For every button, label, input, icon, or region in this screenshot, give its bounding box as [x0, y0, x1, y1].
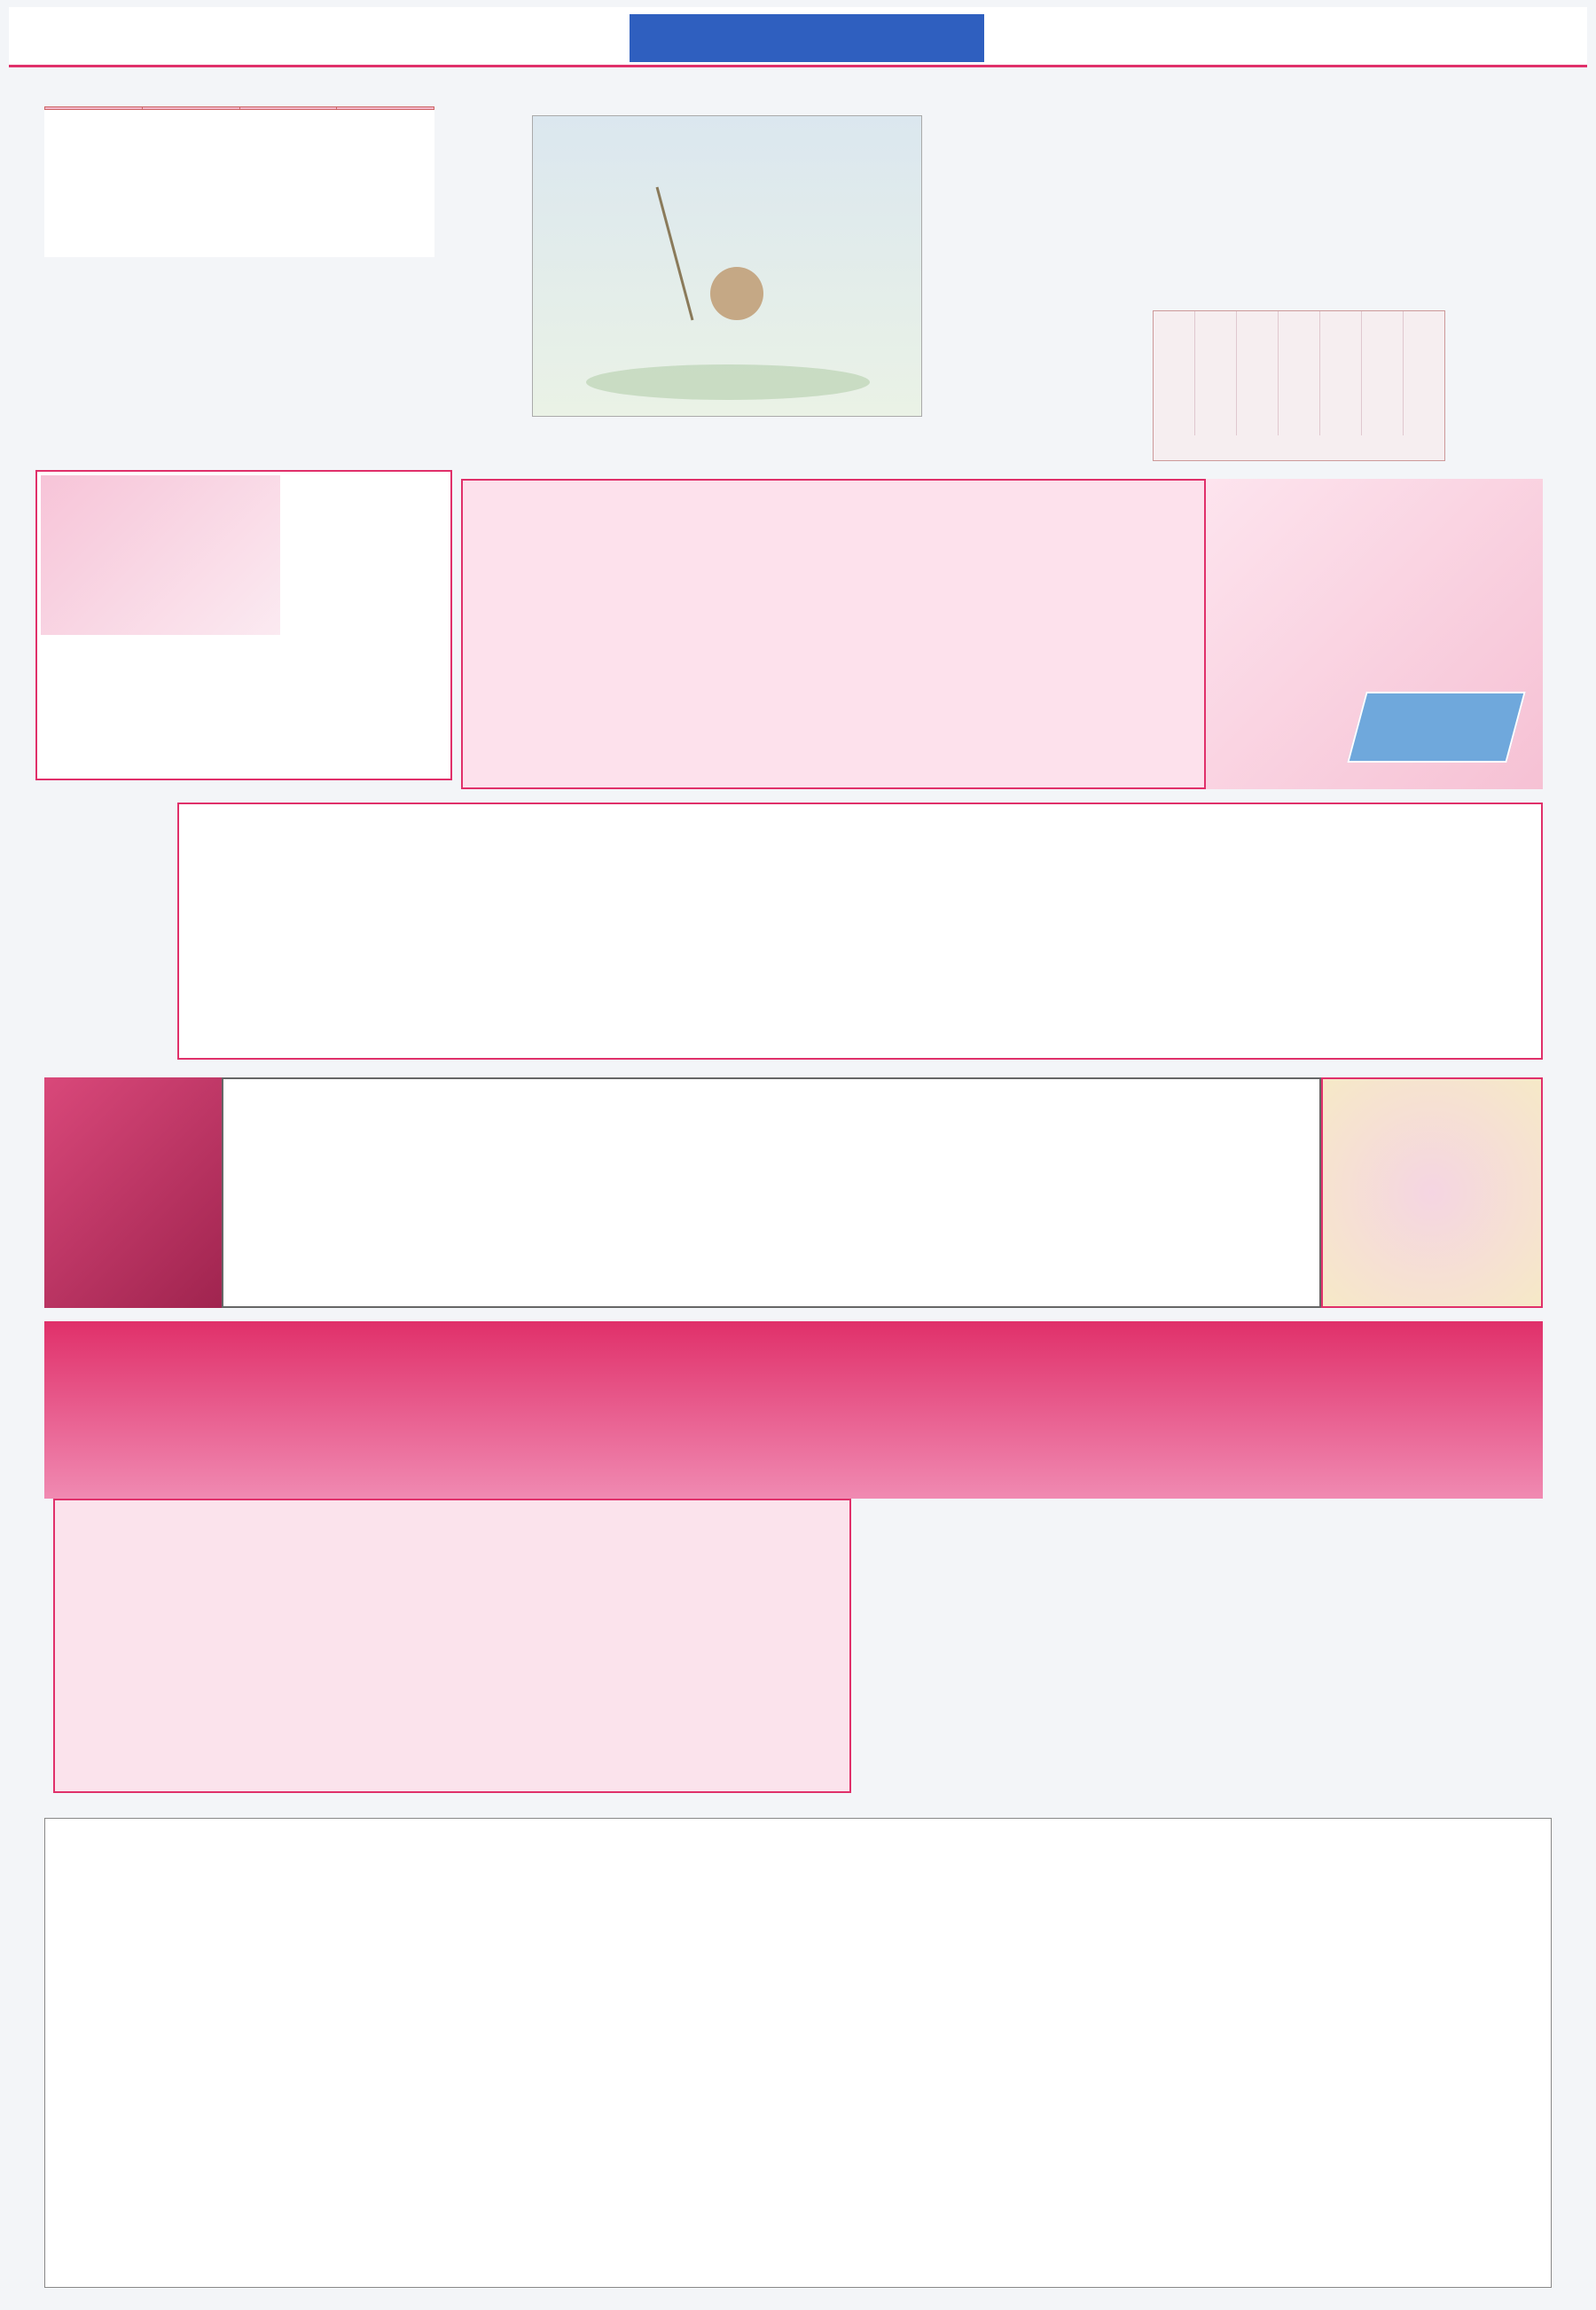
stats-table	[44, 106, 434, 110]
verses-table	[53, 1499, 851, 1793]
brand-title	[1046, 89, 1552, 310]
roar-box	[443, 115, 514, 470]
stats-header	[337, 107, 434, 110]
header-title	[630, 14, 984, 62]
painting-image	[532, 115, 922, 417]
painting-illustration	[533, 116, 923, 418]
painting-box	[35, 470, 452, 780]
zodiac-grid	[177, 803, 1543, 1060]
results-section	[44, 1818, 1552, 2288]
painting-thumb	[41, 475, 280, 635]
books-icon	[1347, 692, 1525, 763]
calendar	[1153, 310, 1445, 461]
wheel-svg	[1126, 1414, 1543, 1805]
fortune-text	[223, 1079, 1319, 1093]
zodiac-side	[35, 803, 177, 1060]
zodiac-wheel	[1126, 1414, 1543, 1805]
fortune-find	[238, 1257, 1302, 1296]
fortune-side	[44, 1077, 222, 1308]
stats-header	[45, 107, 143, 110]
fortune-box	[222, 1077, 1321, 1308]
main-text	[463, 481, 1204, 502]
compass-image	[1321, 1077, 1543, 1308]
header-bar	[9, 7, 1587, 67]
stats-table-box	[44, 106, 434, 257]
fire-box	[1206, 479, 1543, 789]
stats-header	[239, 107, 337, 110]
main-text-box	[461, 479, 1206, 789]
stats-header	[142, 107, 239, 110]
calendar-grid	[1154, 311, 1444, 435]
